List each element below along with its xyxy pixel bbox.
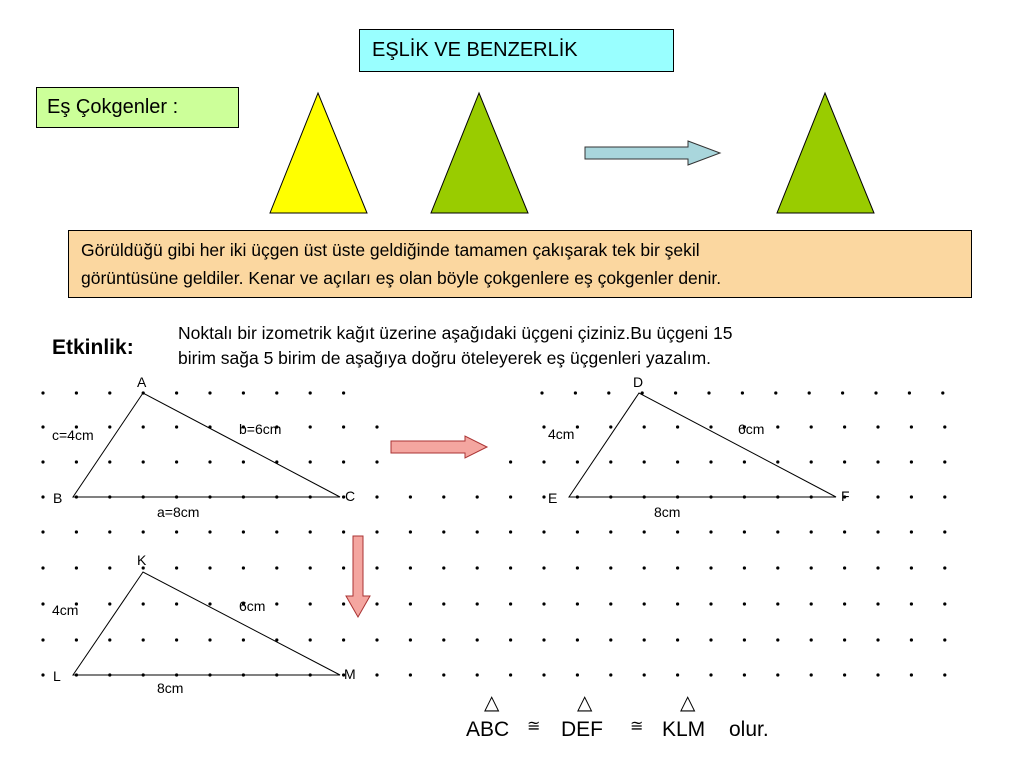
grid-dot <box>707 391 710 394</box>
grid-dot <box>676 566 679 569</box>
grid-dot <box>175 425 178 428</box>
grid-dot <box>342 391 345 394</box>
grid-dot <box>342 425 345 428</box>
grid-dot <box>676 530 679 533</box>
dot-grid <box>41 391 946 676</box>
side-ef-label: 8cm <box>654 504 681 520</box>
grid-dot <box>309 425 312 428</box>
grid-dot <box>643 673 646 676</box>
grid-dot <box>843 602 846 605</box>
vertex-e: E <box>548 490 558 506</box>
grid-dot <box>509 602 512 605</box>
grid-dot <box>108 602 111 605</box>
grid-dot <box>509 495 512 498</box>
grid-dot <box>810 673 813 676</box>
grid-dot <box>709 673 712 676</box>
grid-dot <box>75 566 78 569</box>
grid-dot <box>876 602 879 605</box>
grid-dot <box>41 566 44 569</box>
grid-dot <box>375 460 378 463</box>
grid-dot <box>208 638 211 641</box>
grid-dot <box>108 566 111 569</box>
grid-dot <box>476 566 479 569</box>
grid-dot <box>275 391 278 394</box>
grid-dot <box>574 391 577 394</box>
grid-dot <box>509 566 512 569</box>
translation-arrow-icon <box>585 141 720 165</box>
down-arrow-icon <box>346 536 370 617</box>
grid-dot <box>643 460 646 463</box>
grid-dot <box>409 602 412 605</box>
grid-dot <box>609 425 612 428</box>
right-arrow-icon <box>391 436 487 458</box>
grid-dot <box>876 638 879 641</box>
grid-dot <box>943 566 946 569</box>
grid-dot <box>476 530 479 533</box>
grid-dot <box>674 391 677 394</box>
grid-dot <box>41 530 44 533</box>
grid-dot <box>709 602 712 605</box>
grid-dot <box>476 673 479 676</box>
grid-dot <box>774 391 777 394</box>
grid-dot <box>841 391 844 394</box>
grid-dot <box>910 673 913 676</box>
grid-dot <box>208 391 211 394</box>
grid-dot <box>175 530 178 533</box>
grid-dot <box>910 495 913 498</box>
grid-dot <box>509 638 512 641</box>
grid-dot <box>576 460 579 463</box>
explanation-line-1: Görüldüğü gibi her iki üçgen üst üste geldiğinde tamamen çakışarak tek bir şekil <box>81 240 700 260</box>
grid-dot <box>41 425 44 428</box>
grid-dot <box>208 530 211 533</box>
grid-dot <box>643 638 646 641</box>
grid-dot <box>442 602 445 605</box>
side-b-label: b=6cm <box>239 421 282 437</box>
green-triangle-result <box>777 93 874 213</box>
grid-dot <box>41 495 44 498</box>
vertex-d: D <box>633 374 644 390</box>
grid-dot <box>843 460 846 463</box>
grid-dot <box>576 673 579 676</box>
grid-dot <box>275 602 278 605</box>
grid-dot <box>943 495 946 498</box>
grid-dot <box>676 673 679 676</box>
grid-dot <box>409 495 412 498</box>
grid-dot <box>709 566 712 569</box>
grid-dot <box>309 638 312 641</box>
grid-dot <box>943 602 946 605</box>
grid-dot <box>643 566 646 569</box>
activity-label: Etkinlik: <box>52 336 134 359</box>
grid-dot <box>542 495 545 498</box>
grid-dot <box>709 460 712 463</box>
grid-dot <box>542 566 545 569</box>
grid-dot <box>542 530 545 533</box>
grid-dot <box>309 460 312 463</box>
grid-dot <box>75 638 78 641</box>
grid-dot <box>108 425 111 428</box>
grid-dot <box>142 425 145 428</box>
grid-dot <box>409 530 412 533</box>
grid-dot <box>375 602 378 605</box>
grid-dot <box>908 391 911 394</box>
grid-dot <box>943 425 946 428</box>
grid-dot <box>676 602 679 605</box>
grid-dot <box>643 602 646 605</box>
triangle-def <box>548 374 850 520</box>
grid-dot <box>142 602 145 605</box>
grid-dot <box>75 391 78 394</box>
grid-dot <box>810 566 813 569</box>
grid-dot <box>509 530 512 533</box>
congruent-symbol-1: ≅ <box>527 718 541 735</box>
grid-dot <box>943 530 946 533</box>
grid-dot <box>609 460 612 463</box>
grid-dot <box>941 391 944 394</box>
grid-dot <box>576 530 579 533</box>
explanation-line-2: görüntüsüne geldiler. Kenar ve açıları eş olan böyle çokgenlere eş çokgenler denir. <box>81 268 722 288</box>
grid-dot <box>576 638 579 641</box>
grid-dot <box>175 391 178 394</box>
grid-dot <box>409 673 412 676</box>
grid-dot <box>876 530 879 533</box>
grid-dot <box>776 638 779 641</box>
grid-dot <box>275 566 278 569</box>
grid-dot <box>242 391 245 394</box>
grid-dot <box>910 602 913 605</box>
grid-dot <box>743 460 746 463</box>
grid-dot <box>142 530 145 533</box>
grid-dot <box>375 673 378 676</box>
grid-dot <box>175 638 178 641</box>
congruence-statement <box>466 692 769 741</box>
grid-dot <box>442 495 445 498</box>
grid-dot <box>342 638 345 641</box>
grid-dot <box>743 638 746 641</box>
grid-dot <box>876 425 879 428</box>
grid-dot <box>41 391 44 394</box>
side-kl-label: 4cm <box>52 602 79 618</box>
vertex-b: B <box>53 490 63 506</box>
grid-dot <box>709 530 712 533</box>
grid-dot <box>943 638 946 641</box>
grid-dot <box>810 638 813 641</box>
grid-dot <box>709 638 712 641</box>
grid-dot <box>843 425 846 428</box>
grid-dot <box>275 530 278 533</box>
grid-dot <box>776 460 779 463</box>
section-heading: Eş Çokgenler : <box>47 96 179 118</box>
side-c-label: c=4cm <box>52 427 94 443</box>
grid-dot <box>476 495 479 498</box>
grid-dot <box>41 460 44 463</box>
grid-dot <box>108 391 111 394</box>
grid-dot <box>576 566 579 569</box>
grid-dot <box>876 495 879 498</box>
side-a-label: a=8cm <box>157 504 200 520</box>
triangle-name-klm: KLM <box>662 718 706 741</box>
grid-dot <box>843 638 846 641</box>
grid-dot <box>342 566 345 569</box>
grid-dot <box>576 602 579 605</box>
grid-dot <box>810 530 813 533</box>
yellow-triangle <box>270 93 367 213</box>
grid-dot <box>810 460 813 463</box>
grid-dot <box>342 460 345 463</box>
grid-dot <box>542 673 545 676</box>
congruent-symbol-2: ≅ <box>630 718 644 735</box>
grid-dot <box>874 391 877 394</box>
grid-dot <box>910 638 913 641</box>
grid-dot <box>609 673 612 676</box>
grid-dot <box>309 391 312 394</box>
grid-dot <box>943 460 946 463</box>
grid-dot <box>542 638 545 641</box>
grid-dot <box>476 602 479 605</box>
side-lm-label: 8cm <box>157 680 184 696</box>
grid-dot <box>242 638 245 641</box>
vertex-m: M <box>344 666 356 682</box>
grid-dot <box>442 566 445 569</box>
triangle-symbol-2: △ <box>577 692 593 714</box>
grid-dot <box>776 530 779 533</box>
grid-dot <box>776 602 779 605</box>
grid-dot <box>810 602 813 605</box>
grid-dot <box>309 602 312 605</box>
page-title: EŞLİK VE BENZERLİK <box>372 39 578 61</box>
grid-dot <box>743 673 746 676</box>
grid-dot <box>741 391 744 394</box>
grid-dot <box>309 566 312 569</box>
grid-dot <box>442 673 445 676</box>
grid-dot <box>375 495 378 498</box>
side-df-label: 6cm <box>738 421 765 437</box>
grid-dot <box>709 425 712 428</box>
grid-dot <box>542 425 545 428</box>
grid-dot <box>242 460 245 463</box>
activity-line-1: Noktalı bir izometrik kağıt üzerine aşağıdaki üçgeni çiziniz.Bu üçgeni 15 <box>178 323 733 343</box>
grid-dot <box>409 638 412 641</box>
grid-dot <box>409 566 412 569</box>
grid-dot <box>910 425 913 428</box>
triangle-symbol-3: △ <box>680 692 696 714</box>
grid-dot <box>75 530 78 533</box>
grid-dot <box>676 460 679 463</box>
grid-dot <box>142 460 145 463</box>
grid-dot <box>609 566 612 569</box>
grid-dot <box>810 425 813 428</box>
grid-dot <box>142 638 145 641</box>
grid-dot <box>576 425 579 428</box>
grid-dot <box>509 460 512 463</box>
grid-dot <box>876 566 879 569</box>
grid-dot <box>375 638 378 641</box>
grid-dot <box>175 566 178 569</box>
grid-dot <box>108 638 111 641</box>
grid-dot <box>242 530 245 533</box>
green-triangle <box>431 93 528 213</box>
triangle-symbol-1: △ <box>484 692 500 714</box>
grid-dot <box>509 673 512 676</box>
grid-dot <box>175 602 178 605</box>
grid-dot <box>476 638 479 641</box>
grid-dot <box>676 638 679 641</box>
grid-dot <box>108 530 111 533</box>
side-km-label: 6cm <box>239 598 266 614</box>
grid-dot <box>208 460 211 463</box>
grid-dot <box>208 602 211 605</box>
grid-dot <box>375 530 378 533</box>
grid-dot <box>208 566 211 569</box>
grid-dot <box>542 602 545 605</box>
grid-dot <box>910 530 913 533</box>
grid-dot <box>309 530 312 533</box>
grid-dot <box>808 391 811 394</box>
conclusion-suffix: olur. <box>729 718 769 741</box>
grid-dot <box>342 530 345 533</box>
grid-dot <box>843 566 846 569</box>
grid-dot <box>175 460 178 463</box>
grid-dot <box>609 602 612 605</box>
side-de-label: 4cm <box>548 426 575 442</box>
activity-line-2: birim sağa 5 birim de aşağıya doğru öteleyerek eş üçgenleri yazalım. <box>178 348 712 368</box>
vertex-l: L <box>53 668 61 684</box>
grid-dot <box>342 602 345 605</box>
grid-dot <box>375 425 378 428</box>
grid-dot <box>607 391 610 394</box>
grid-dot <box>776 566 779 569</box>
grid-dot <box>41 638 44 641</box>
grid-dot <box>943 673 946 676</box>
vertex-c: C <box>345 488 356 504</box>
triangle-name-abc: ABC <box>466 718 510 741</box>
grid-dot <box>876 460 879 463</box>
grid-dot <box>540 391 543 394</box>
grid-dot <box>743 530 746 533</box>
grid-dot <box>643 530 646 533</box>
grid-dot <box>108 460 111 463</box>
grid-dot <box>609 638 612 641</box>
grid-dot <box>643 425 646 428</box>
vertex-k: K <box>137 552 147 568</box>
grid-dot <box>843 530 846 533</box>
grid-dot <box>75 460 78 463</box>
grid-dot <box>242 566 245 569</box>
grid-dot <box>442 638 445 641</box>
grid-dot <box>743 602 746 605</box>
grid-dot <box>676 425 679 428</box>
vertex-f: F <box>841 488 850 504</box>
grid-dot <box>843 673 846 676</box>
grid-dot <box>876 673 879 676</box>
grid-dot <box>910 566 913 569</box>
grid-dot <box>910 460 913 463</box>
grid-dot <box>743 566 746 569</box>
triangle-name-def: DEF <box>561 718 603 741</box>
vertex-a: A <box>137 374 147 390</box>
grid-dot <box>609 530 612 533</box>
grid-dot <box>776 673 779 676</box>
grid-dot <box>41 673 44 676</box>
grid-dot <box>375 566 378 569</box>
grid-dot <box>542 460 545 463</box>
grid-dot <box>41 602 44 605</box>
grid-dot <box>776 425 779 428</box>
grid-dot <box>442 530 445 533</box>
